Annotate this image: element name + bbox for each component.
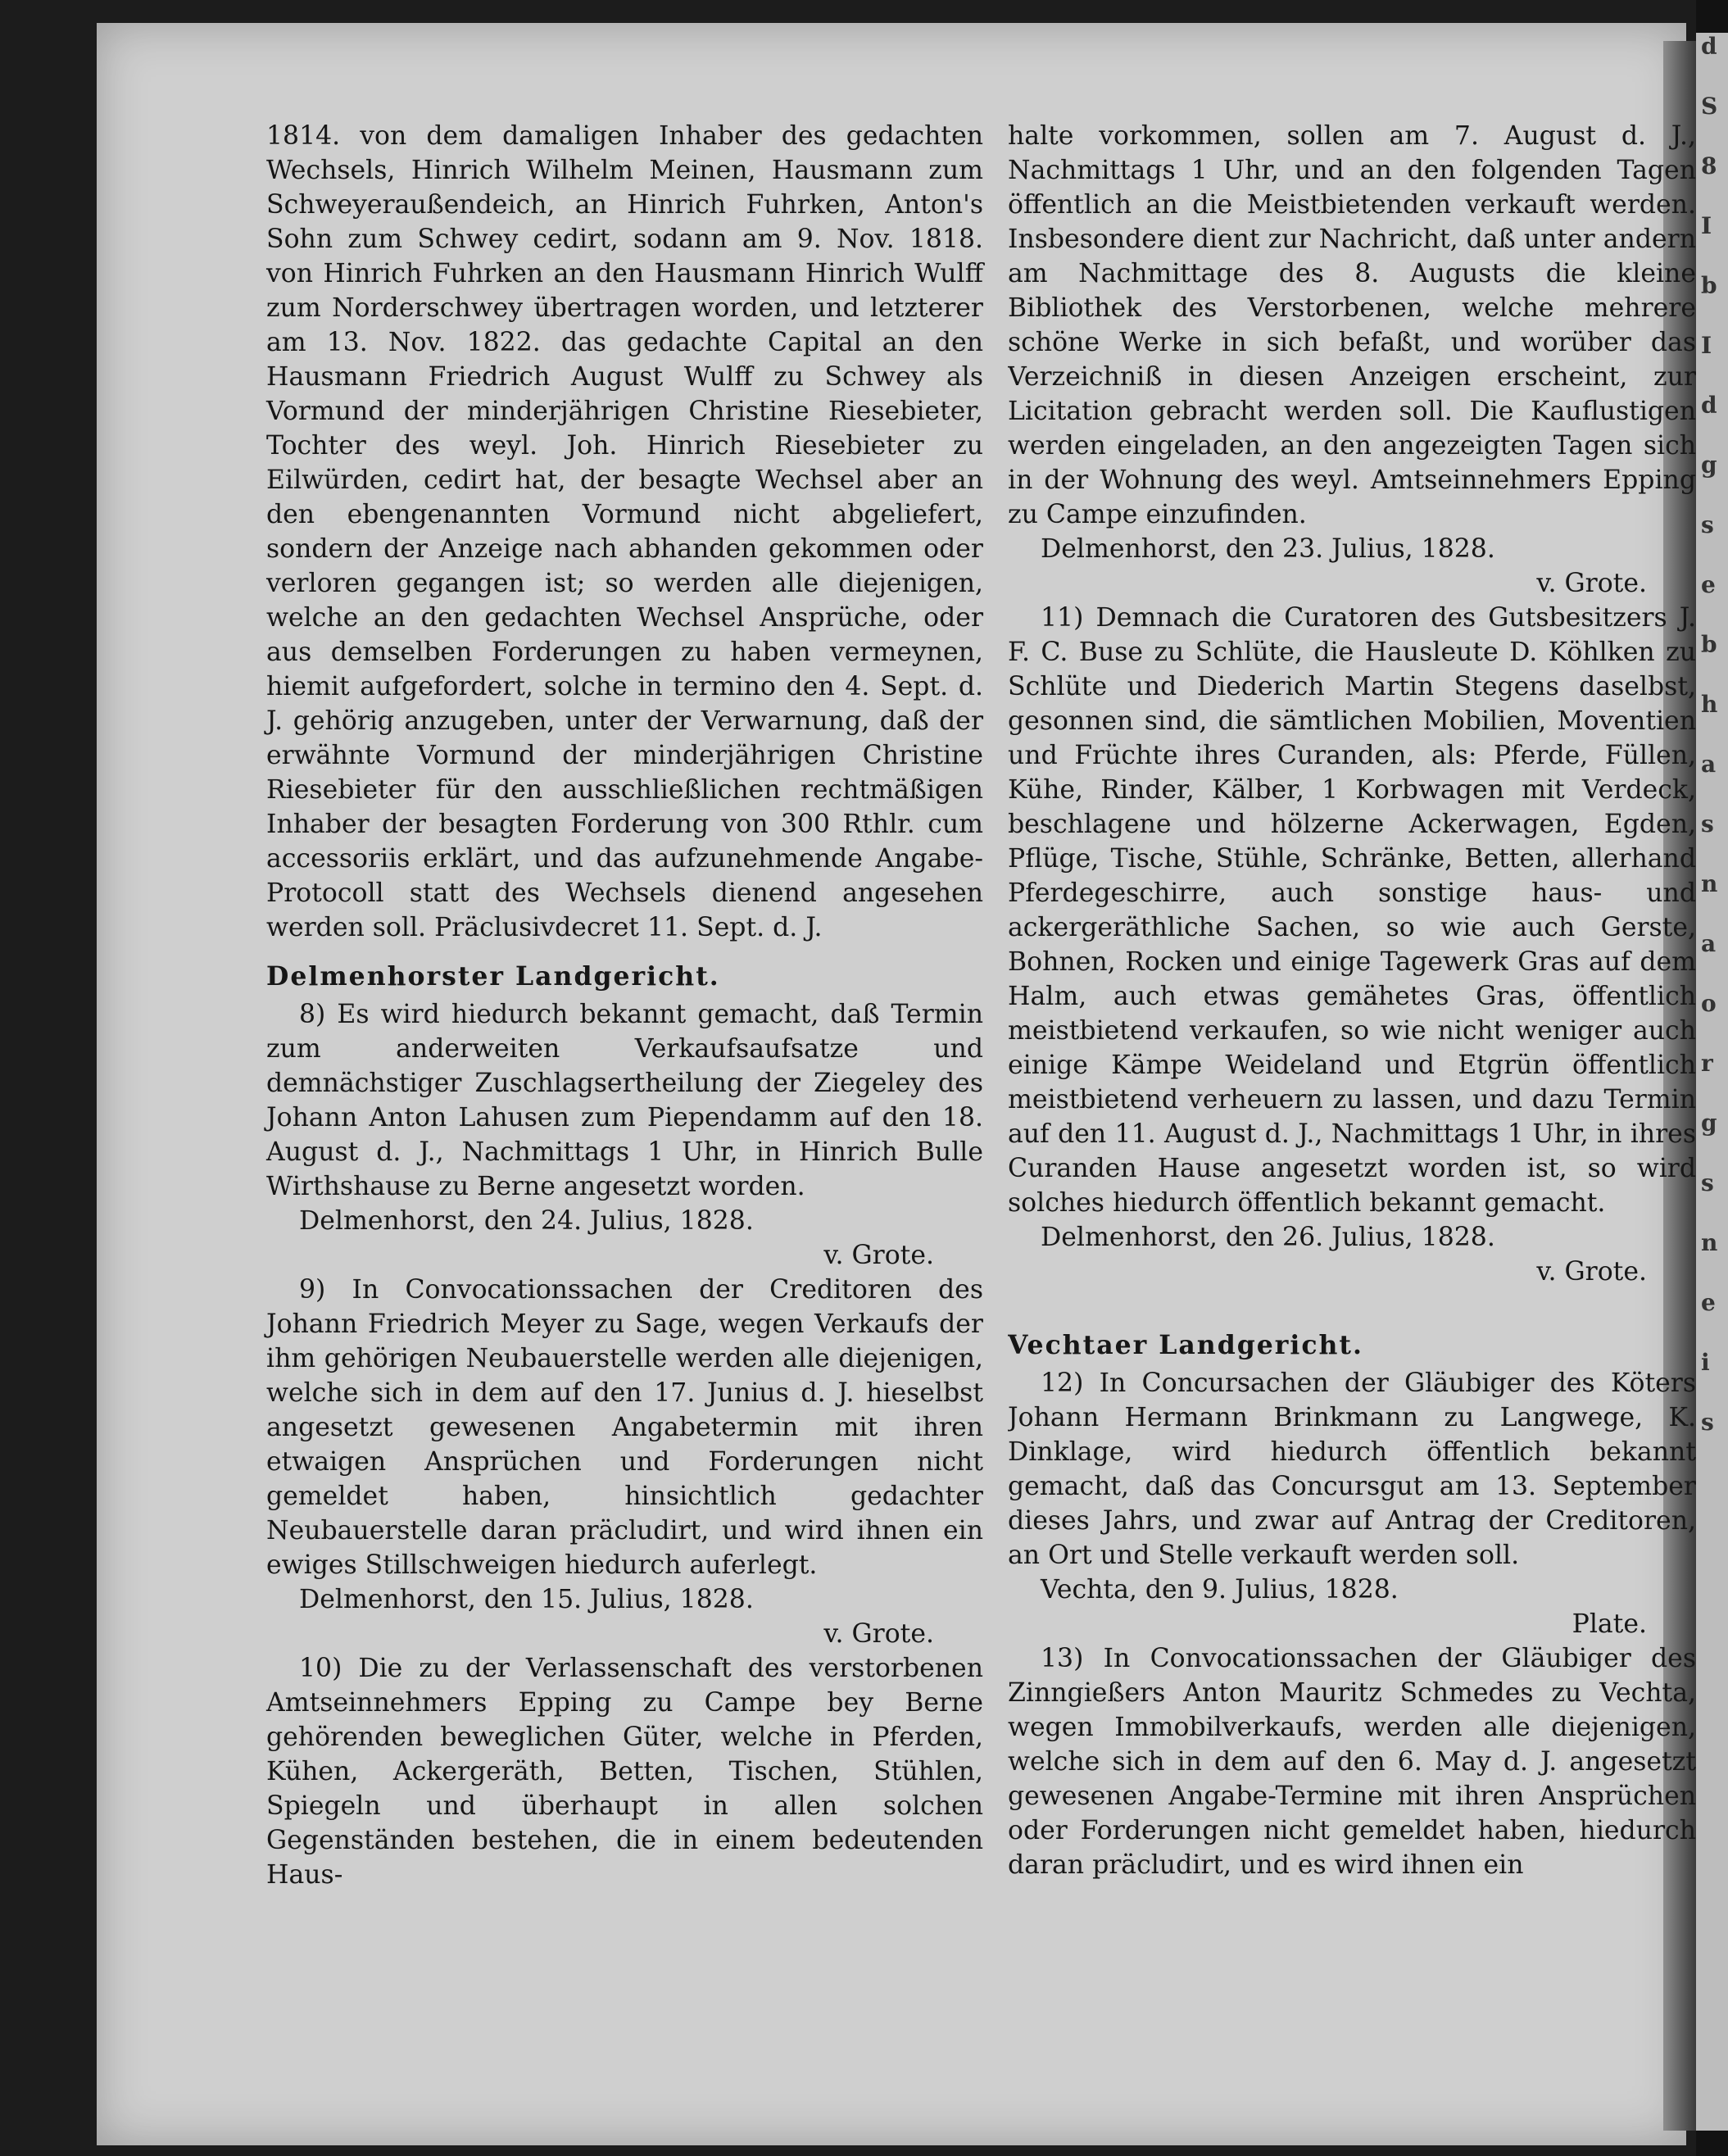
next-page-glyph: h xyxy=(1701,691,1718,718)
next-page-glyph: g xyxy=(1701,452,1717,479)
section-heading-vechta: Vechtaer Landgericht. xyxy=(1008,1330,1363,1360)
next-page-glyph: b xyxy=(1701,272,1717,299)
notice-12-dateline: Vechta, den 9. Julius, 1828. xyxy=(1041,1575,1399,1605)
notice-11: 11) Demnach die Curatoren des Gutsbesitzers J. F. C. Buse zu Schlüte, die Hausleute D. Köhlken zu Schlüte und Diederich Martin Stegens daselbst, gesonnen sind, die sämtlichen Mobilien, Moventien und Früchte ihres Curanden, als: Pferde, Füllen, Kühe, Rinder, Kälber, 1 Korbwagen mit Verdeck, beschlagene und hölzerne Ackerwagen, Egden, Pflüge, Tische, Stühle, Schränke, Betten, allerhand Pferdegeschirre, auch sonstige haus- und ackergeräthliche Sachen, so wie auch Gerste, Bohnen, Rocken und einige Tagewerk Gras auf dem Halm, auch etwas gemähetes Gras, öffentlich meistbietend verkaufen, so wie nicht weniger auch einige Kämpe Weideland und Etgrün öffentlich meistbietend verheuern zu lassen, und dazu Termin auf den 11. August d. J., Nachmittags 1 Uhr, in ihres Curanden Hause angesetzt worden ist, so wird solches hiedurch öffentlich bekannt gemacht. xyxy=(1008,603,1696,1218)
section-spacer xyxy=(1008,1289,1696,1314)
next-page-glyph: s xyxy=(1701,511,1714,538)
notice-12-signature: Plate. xyxy=(1572,1609,1647,1639)
notice-9: 9) In Convocationssachen der Creditoren des Johann Friedrich Meyer zu Sage, wegen Verkaufs der ihm gehörigen Neubauerstelle werden alle diejenigen, welche sich in dem auf den 17. Junius d. J. hieselbst angesetzt gewesenen Angabetermin mit ihren etwaigen Ansprüchen und Forderungen nicht gemeldet haben, hinsichtlich gedachter Neubauerstelle daran präcludirt, und wird ihnen ein ewiges Stillschweigen hiedurch auferlegt. xyxy=(266,1275,983,1580)
next-page-glyph: 8 xyxy=(1701,152,1717,179)
notice-8-signature: v. Grote. xyxy=(823,1241,934,1270)
next-page-glyph: n xyxy=(1701,870,1718,897)
next-page-glyph: e xyxy=(1701,1289,1716,1316)
notice-10-dateline: Delmenhorst, den 23. Julius, 1828. xyxy=(1041,534,1495,564)
section-heading-delmenhorst: Delmenhorster Landgericht. xyxy=(266,961,720,992)
next-page-glyph: d xyxy=(1701,33,1717,60)
next-page-glyph: o xyxy=(1701,990,1717,1017)
next-page-glyph: g xyxy=(1701,1110,1717,1137)
next-page-glyph: s xyxy=(1701,1169,1714,1196)
left-column xyxy=(266,119,983,1892)
next-page-glyph: S xyxy=(1701,93,1718,120)
next-page-edge xyxy=(1696,33,1728,2131)
notice-10: 10) Die zu der Verlassenschaft des verstorbenen Amtseinnehmers Epping zu Campe bey Berne gehörenden beweglichen Güter, welche in Pferden, Kühen, Ackergeräth, Betten, Tischen, Stühlen, Spiegeln und überhaupt in allen solchen Gegenständen bestehen, die in einem bedeutenden Haus- xyxy=(266,1654,983,1890)
next-page-glyph: s xyxy=(1701,1409,1714,1436)
notice-8: 8) Es wird hiedurch bekannt gemacht, daß Termin zum anderweiten Verkaufsaufsatze und demnächstiger Zuschlagsertheilung der Ziegeley des Johann Anton Lahusen zum Piependamm auf den 18. August d. J., Nachmittags 1 Uhr, in Hinrich Bulle Wirthshause zu Berne angesetzt worden. xyxy=(266,1000,983,1201)
notice-13: 13) In Convocationssachen der Gläubiger des Zinngießers Anton Mauritz Schmedes zu Vechta, wegen Immobilverkaufs, werden alle diejenigen, welche sich in dem auf den 6. May d. J. angesetzt gewesenen Angabe-Termine mit ihren Ansprüchen oder Forderungen nicht gemeldet haben, hiedurch daran präcludirt, und es wird ihnen ein xyxy=(1008,1644,1696,1880)
next-page-glyph: d xyxy=(1701,392,1717,419)
next-page-glyph: i xyxy=(1701,1349,1710,1376)
notice-10-continuation: halte vorkommen, sollen am 7. August d. J., Nachmittags 1 Uhr, und an den folgenden Tagen öffentlich an die Meistbietenden verkauft werden. Insbesondere dient zur Nachricht, daß unter andern am Nachmittage des 8. Augusts die kleine Bibliothek des Verstorbenen, welche mehrere schöne Werke in sich befaßt, und worüber das Verzeichniß in diesen Anzeigen erscheint, zur Licitation gebracht werden soll. Die Kauflustigen werden eingeladen, an den angezeigten Tagen sich in der Wohnung des weyl. Amtseinnehmers Epping zu Campe einzufinden. xyxy=(1008,121,1696,529)
next-page-glyph: n xyxy=(1701,1229,1718,1256)
notice-7-continuation: 1814. von dem damaligen Inhaber des gedachten Wechsels, Hinrich Wilhelm Meinen, Hausmann zum Schweyeraußendeich, an Hinrich Fuhrken, Anton's Sohn zum Schwey cedirt, sodann am 9. Nov. 1818. von Hinrich Fuhrken an den Hausmann Hinrich Wulff zum Norderschwey übertragen worden, und letzterer am 13. Nov. 1822. das gedachte Capital an den Hausmann Friedrich August Wulff zu Schwey als Vormund der minderjährigen Christine Riesebieter, Tochter des weyl. Joh. Hinrich Riesebieter zu Eilwürden, cedirt hat, der besagte Wechsel aber an den ebengenannten Vormund nicht abgeliefert, sondern der Anzeige nach abhanden gekommen oder verloren gegangen ist; so werden alle diejenigen, welche an den gedachten Wechsel Ansprüche, oder aus demselben Forderungen zu haben vermeynen, hiemit aufgefordert, solche in termino den 4. Sept. d. J. gehörig anzugeben, unter der Verwarnung, daß der erwähnte Vormund der minderjährigen Christine Riesebieter für den ausschließlichen rechtmäßigen Inhaber der besagten Forderung von 300 Rthlr. cum accessoriis erklärt, und das aufzunehmende Angabe-Protocoll statt des Wechsels dienend angesehen werden soll. Präclusivdecret 11. Sept. d. J. xyxy=(266,121,983,942)
right-column xyxy=(1008,119,1696,1882)
notice-8-dateline: Delmenhorst, den 24. Julius, 1828. xyxy=(299,1206,754,1236)
next-page-glyph: a xyxy=(1701,751,1717,778)
next-page-glyph: s xyxy=(1701,810,1714,837)
next-page-glyph: b xyxy=(1701,631,1717,658)
next-page-glyph: I xyxy=(1701,212,1712,239)
notice-9-signature: v. Grote. xyxy=(823,1619,934,1649)
next-page-glyph: e xyxy=(1701,571,1716,598)
notice-9-dateline: Delmenhorst, den 15. Julius, 1828. xyxy=(299,1585,754,1614)
notice-11-dateline: Delmenhorst, den 26. Julius, 1828. xyxy=(1041,1223,1495,1252)
notice-12: 12) In Concursachen der Gläubiger des Köters Johann Hermann Brinkmann zu Langwege, K. Dinklage, wird hiedurch öffentlich bekannt gemacht, daß das Concursgut am 13. September dieses Jahrs, und zwar auf Antrag der Creditoren, an Ort und Stelle verkauft werden soll. xyxy=(1008,1368,1696,1570)
next-page-glyph: a xyxy=(1701,930,1717,957)
next-page-glyph: I xyxy=(1701,332,1712,359)
notice-10-signature: v. Grote. xyxy=(1536,569,1647,598)
next-page-glyph: r xyxy=(1701,1050,1713,1077)
notice-11-signature: v. Grote. xyxy=(1536,1257,1647,1287)
